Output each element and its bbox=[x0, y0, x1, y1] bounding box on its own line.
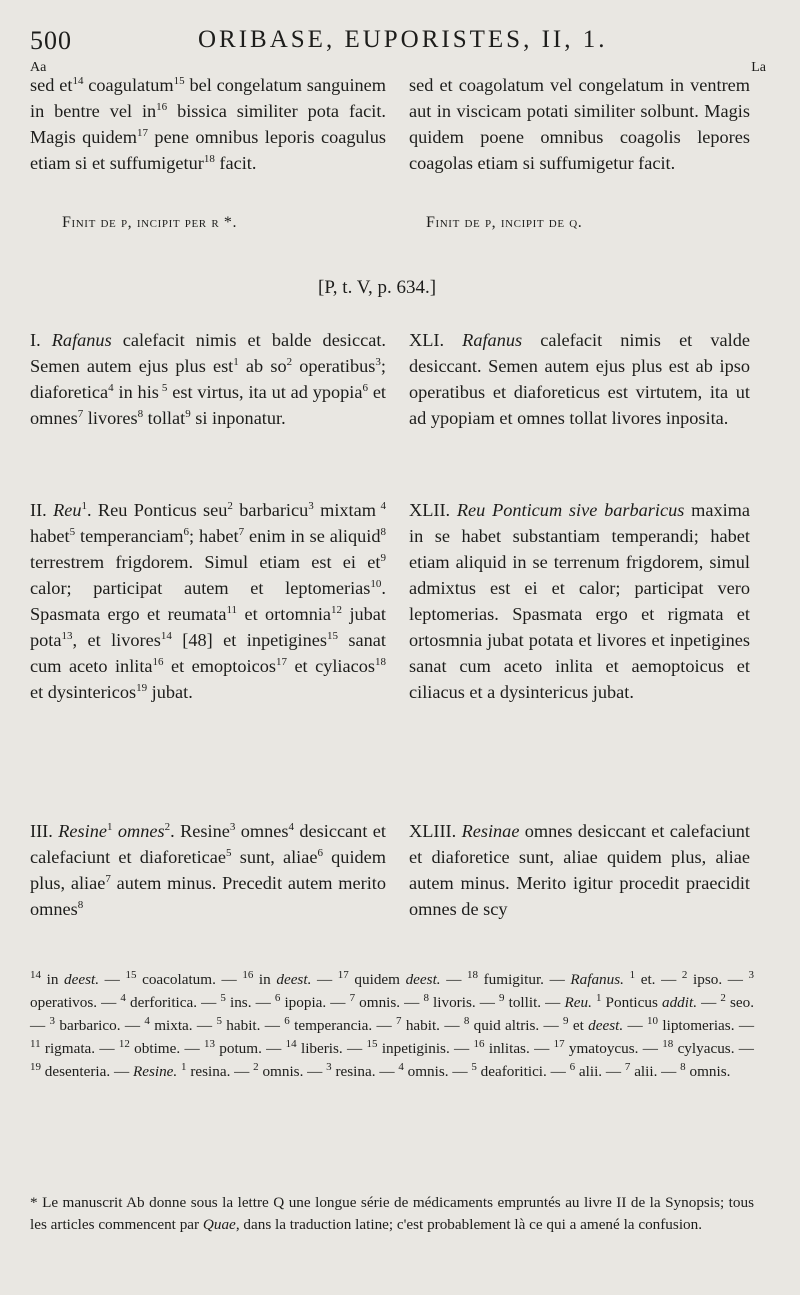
finit-left: Finit de p, incipit per r *. bbox=[62, 214, 238, 231]
top-right-text: sed et coagolatum vel congelatum in ventrem aut in viscicam potati similiter solbunt. Magis quidem poene omnibus coagolis lepores coagolas etiam si suffumigetur facit. bbox=[409, 75, 750, 173]
section-2-left: II. Reu$^1$. Reu Ponticus seu$^2$ barbaricu$^3$ mixtam $^4$ habet$^5$ temperanciam$^6$; habet$^7$ enim in se aliquid$^8$ terrestrem frigdorem. Simul etiam est ei $et^9$ calor; participat autem et leptomerias$^{10}$. Spasmata ergo et reumata$^{11}$ et ortomnia$^{12}$ jubat pota$^{13}$, et livores$^{14}$ [48] et inpetigines$^{15}$ sanat cum aceto inlita$^{16}$ et emoptoicos$^{17}$ et cyliacos$^{18}$ et dysintericos$^{19}$ jubat. bbox=[30, 499, 387, 702]
section-3-right: XLIII. Resinae omnes desiccant et calefaciunt et diaforetice sunt, aliae quidem plus, aliae autem minus. Merito igitur procedit praecidit omnes de scy bbox=[409, 821, 750, 919]
star-note: * Le manuscrit Ab donne sous la lettre Q une longue série de médicaments empruntés au livre II de la Synopsis; tous les articles commencent par Quae, dans la traduction latine; c'est probablement là ce qui a amené la confusion. bbox=[30, 1194, 754, 1234]
page-number: 500 bbox=[30, 26, 72, 55]
section-1-right: XLI. Rafanus calefacit nimis et valde desiccant. Semen autem ejus plus est ab ipso operatibus et diaforeticus est virtutem, ita ut ad ypopiam et omnes tollat livores inposita. bbox=[409, 330, 750, 428]
section-1-left: I. Rafanus calefacit nimis et balde desiccat. Semen autem ejus plus est$^1$ ab $so^2$ operatibus$^3$; diaforetica$^4$ in his $^5$ est virtus, ita ut ad ypopia$^6$ et omnes$^7$ livores$^8$ tollat$^9$ si inponatur. bbox=[30, 330, 387, 428]
top-left-text: sed $et^{14}$ coagulatum$^{15}$ bel congelatum sanguinem in bentre vel $in^{16}$ bissica similiter pota facit. Magis quidem$^{17}$ pene omnibus leporis coagulus etiam si et suffumigetur$^{18}$ facit. bbox=[30, 74, 386, 173]
section-3-left: III. Resine$^1$ omnes$^2$. Resine$^3$ omnes$^4$ desiccant et calefaciunt et diaforeticae$^5$ sunt, aliae$^6$ quidem plus, aliae$^7$ autem minus. Precedit autem merito omnes$^8$ bbox=[30, 820, 386, 919]
siglum-right: La bbox=[751, 60, 766, 75]
page-reference: [P, t. V, p. 634.] bbox=[318, 277, 437, 298]
siglum-left: Aa bbox=[30, 60, 47, 75]
running-title: ORIBASE, EUPORISTES, II, 1. bbox=[198, 26, 608, 53]
section-2-right: XLII. Reu Ponticum sive barbaricus maxima in se habet substantiam temperandi; habet etiam aliquid in se terrenum frigdorem, simul admixtus est ei et calor; participat vero leptomerias. Spasmata ergo et rigmata et ortosmnia jubat potata et livores et inpetigines sanat cum aceto inlita et aemoptoicus et ciliacus et a dysintericus jubat. bbox=[409, 500, 750, 702]
finit-right: Finit de p, incipit de q. bbox=[426, 214, 583, 231]
footnotes: $^{14}$ in deest. — $^{15}$ coacolatum. — $^{16}$ in deest. — $^{17}$ quidem deest. — $^{18}$ fumigitur. — Rafanus. $^1$ et. — $^2$ ipso. — $^3$ operativos. — $^4$ derforitica. — $^5$ ins. — $^6$ ipopia. — $^7$ omnis. — $^8$ livoris. — $^9$ tollit. — Reu. $^1$ Ponticus addit. — $^2$ seo. — $^3$ barbarico. — $^4$ mixta. — $^5$ habit. — $^6$ temperancia. — $^7$ habit. — $^8$ quid altris. — $^9$ et deest. — $^{10}$ liptomerias. — $^{11}$ rigmata. — $^{12}$ obtime. — $^{13}$ potum. — $^{14}$ liberis. — $^{15}$ inpetiginis. — $^{16}$ inlitas. — $^{17}$ ymatoycus. — $^{18}$ cylyacus. — $^{19}$ desenteria. — Resine. $^1$ resina. — $^2$ omnis. — $^3$ resina. — $^4$ omnis. — $^5$ deaforitici. — $^6$ alii. — $^7$ alii. — $^8$ omnis. bbox=[30, 968, 755, 1080]
